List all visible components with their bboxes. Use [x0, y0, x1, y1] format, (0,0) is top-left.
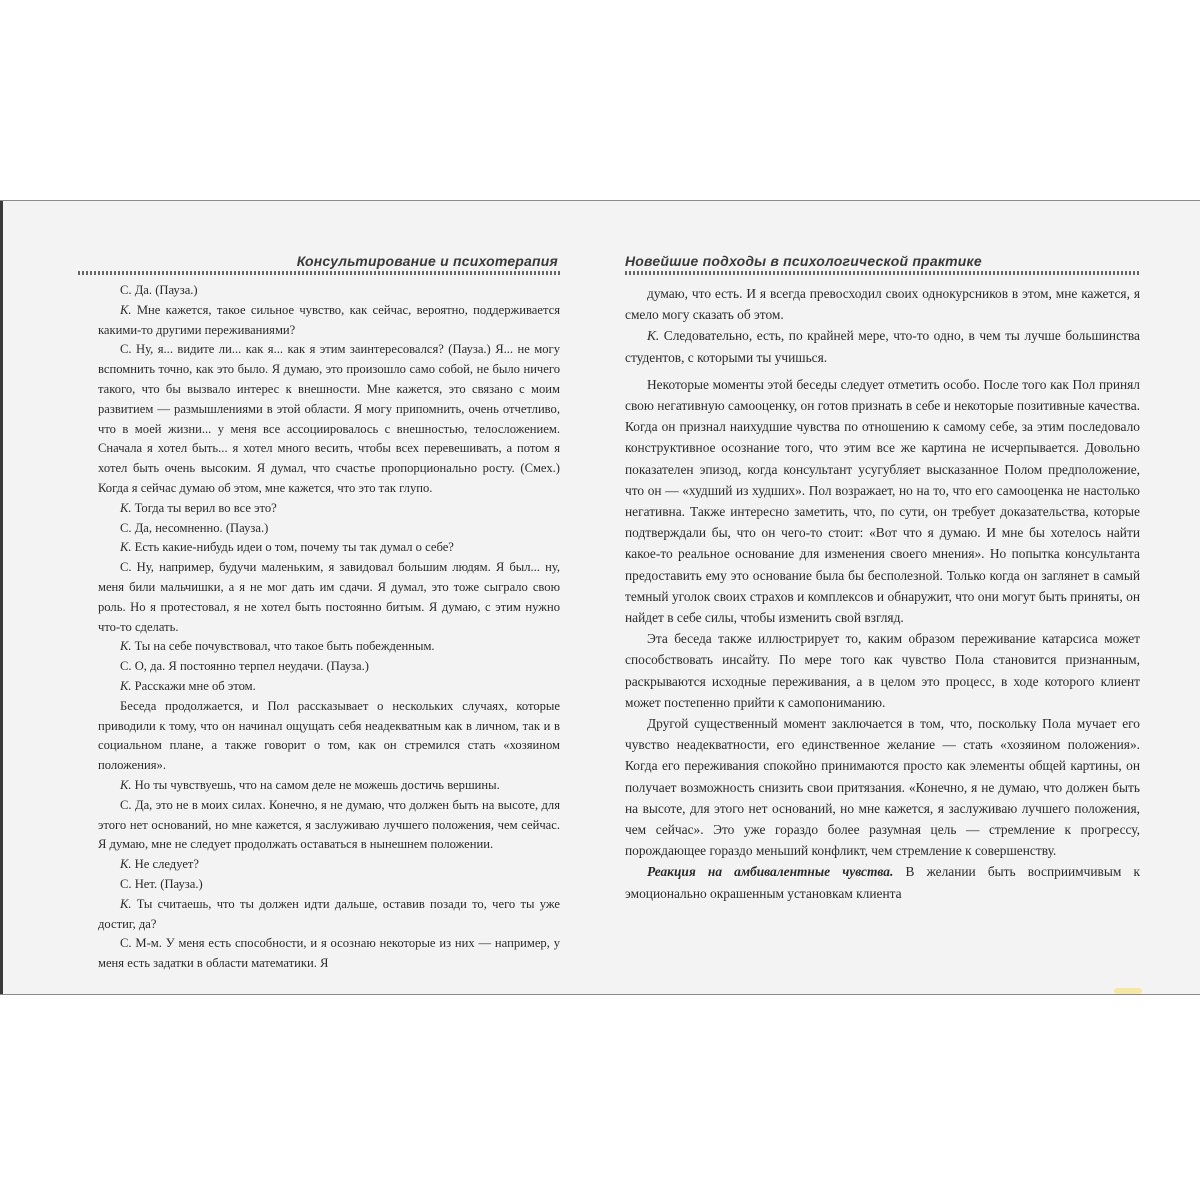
- left-page-body: [98, 281, 560, 974]
- right-running-head: Новейшие подходы в психологической практике: [625, 253, 982, 269]
- left-paragraph-12: С. Да, это не в моих силах. Конечно, я не думаю, что должен быть на высоте, для этого нет оснований, но мне кажется, я заслуживаю лучшего положения, чем сейчас. Я думаю, мне не следует продолжать оставаться в нынешнем положении.: [98, 797, 560, 852]
- left-paragraph-5: К. Есть какие-нибудь идеи о том, почему ты так думал о себе?: [120, 540, 454, 555]
- right-dialogue-0: думаю, что есть. И я всегда превосходил своих однокурсников в этом, мне кажется, я смело могу сказать об этом.: [625, 286, 1140, 323]
- left-page: [40, 201, 570, 994]
- left-running-head: Консультирование и психотерапия: [296, 253, 558, 269]
- left-paragraph-2: С. Ну, я... видите ли... как я... как я этим заинтересовался? (Пауза.) Я... не могу вспомнить точно, как это было. Я думаю, это произошло само собой, не было ничего такого, что бы вызвало интерес к внешности. Мне кажется, это связано с моим развитием — размышлениями в этой области. Я могу припомнить, очень отчетливо, что в моей жизни... у меня все ассоциировалось с внешностью, телосложением. Сначала я хотел быть... я хотел много весить, чтобы всех перевешивать, а потом я хотел быть очень высоким. Я думал, что счастье пропорционально росту. (Смех.) Когда я сейчас думаю об этом, мне кажется, что это так глупо.: [98, 342, 560, 495]
- page-tab-accent: [1114, 988, 1142, 994]
- left-paragraph-10: Беседа продолжается, и Пол рассказывает о нескольких случаях, которые приводили к тому, что он начинал ощущать себя неадекватным как в личном, так и в социальном плане, а также говорит о том, как он стремился стать «хозяином положения».: [98, 698, 560, 773]
- left-paragraph-14: С. Нет. (Пауза.): [120, 876, 203, 891]
- right-page-body: [625, 283, 1140, 904]
- left-paragraph-9: К. Расскажи мне об этом.: [120, 678, 256, 693]
- right-page: [625, 201, 1140, 994]
- left-paragraph-1: К. Мне кажется, такое сильное чувство, как сейчас, вероятно, поддерживается какими-то другими переживаниями?: [98, 302, 560, 337]
- left-paragraph-4: С. Да, несомненно. (Пауза.): [120, 520, 269, 535]
- left-paragraph-8: С. О, да. Я постоянно терпел неудачи. (Пауза.): [120, 659, 369, 674]
- left-paragraph-13: К. Не следует?: [120, 857, 200, 872]
- left-paragraph-7: К. Ты на себе почувствовал, что такое быть побежденным.: [120, 639, 435, 654]
- right-dialogue-1: К. Следовательно, есть, по крайней мере, что-то одно, в чем ты лучше большинства студентов, с которыми ты учишься.: [625, 328, 1140, 365]
- section-heading: Реакция на амбивалентные чувства.: [647, 864, 894, 880]
- right-paragraph-2: Другой существенный момент заключается в том, что, поскольку Пола мучает его чувство неадекватности, его единственное желание — стать «хозяином положения». Когда его переживания спокойно принимаются просто как элементы общей картины, он получает возможность снизить свои притязания. «Конечно, я не думаю, что должен быть на высоте, для этого нет оснований, но мне кажется, я заслуживаю лучшего положения, чем сейчас». Это уже гораздо более разумная цель — стремление к прогрессу, порождающее гораздо меньший конфликт, чем стремление к совершенству.: [625, 716, 1140, 859]
- left-paragraph-6: С. Ну, например, будучи маленьким, я завидовал большим людям. Я был... ну, меня били мальчишки, а я не мог дать им сдачи. Я думал, это тоже сыграло свою роль. Но я протестовал, я не хотел быть постоянно битым. Я думаю, с этим нужно что-то сделать.: [98, 560, 560, 634]
- left-header-rule: [78, 271, 560, 275]
- left-paragraph-11: К. Но ты чувствуешь, что на самом деле не можешь достичь вершины.: [120, 777, 500, 792]
- book-spread: [0, 200, 1200, 995]
- left-paragraph-16: С. М-м. У меня есть способности, и я осознаю некоторые из них — например, у меня есть задатки в области математики. Я: [98, 936, 560, 971]
- right-paragraph-1: Эта беседа также иллюстрирует то, каким образом переживание катарсиса может способствовать инсайту. По мере того как чувство Пола становится признанным, раскрываются исходные переживания, а в целом это процесс, в ходе которого клиент может постепенно прийти к самопониманию.: [625, 631, 1140, 710]
- right-paragraph-final: Реакция на амбивалентные чувства. В желании быть восприимчивым к эмоционально окрашенным установкам клиента: [625, 864, 1141, 901]
- right-header-rule: [625, 271, 1140, 275]
- right-paragraph-0: Некоторые моменты этой беседы следует отметить особо. После того как Пол принял свою негативную самооценку, он готов признать в себе и некоторые позитивные качества. Когда он признал наихудшие чувства по отношению к самому себе, за этим последовало конструктивное осознание того, что этим все же картина не исчерпывается. Довольно показателен эпизод, когда консультант усугубляет высказанное Полом предположение, что он — «худший из худших». Пол возражает, но на то, что его самооценка не настолько негативна. Также интересно заметить, что, по сути, он требует доказательства, которые подтверждали бы, что он чего-то стоит: «Вот что я думаю. И мне бы хотелось найти какое-то реальное основание для изменения своего мнения». Но попытка консультанта предоставить ему это основание была бы бесполезной. Только когда он заглянет в самый темный уголок своих страхов и комплексов и обнаружит, что они могут быть приняты, он найдет в себе силы, чтобы изменить свой взгляд.: [625, 376, 1140, 626]
- left-paragraph-3: К. Тогда ты верил во все это?: [120, 500, 277, 515]
- left-paragraph-0: С. Да. (Пауза.): [120, 283, 198, 297]
- left-paragraph-15: К. Ты считаешь, что ты должен идти дальше, оставив позади то, чего ты уже достиг, да?: [98, 896, 560, 931]
